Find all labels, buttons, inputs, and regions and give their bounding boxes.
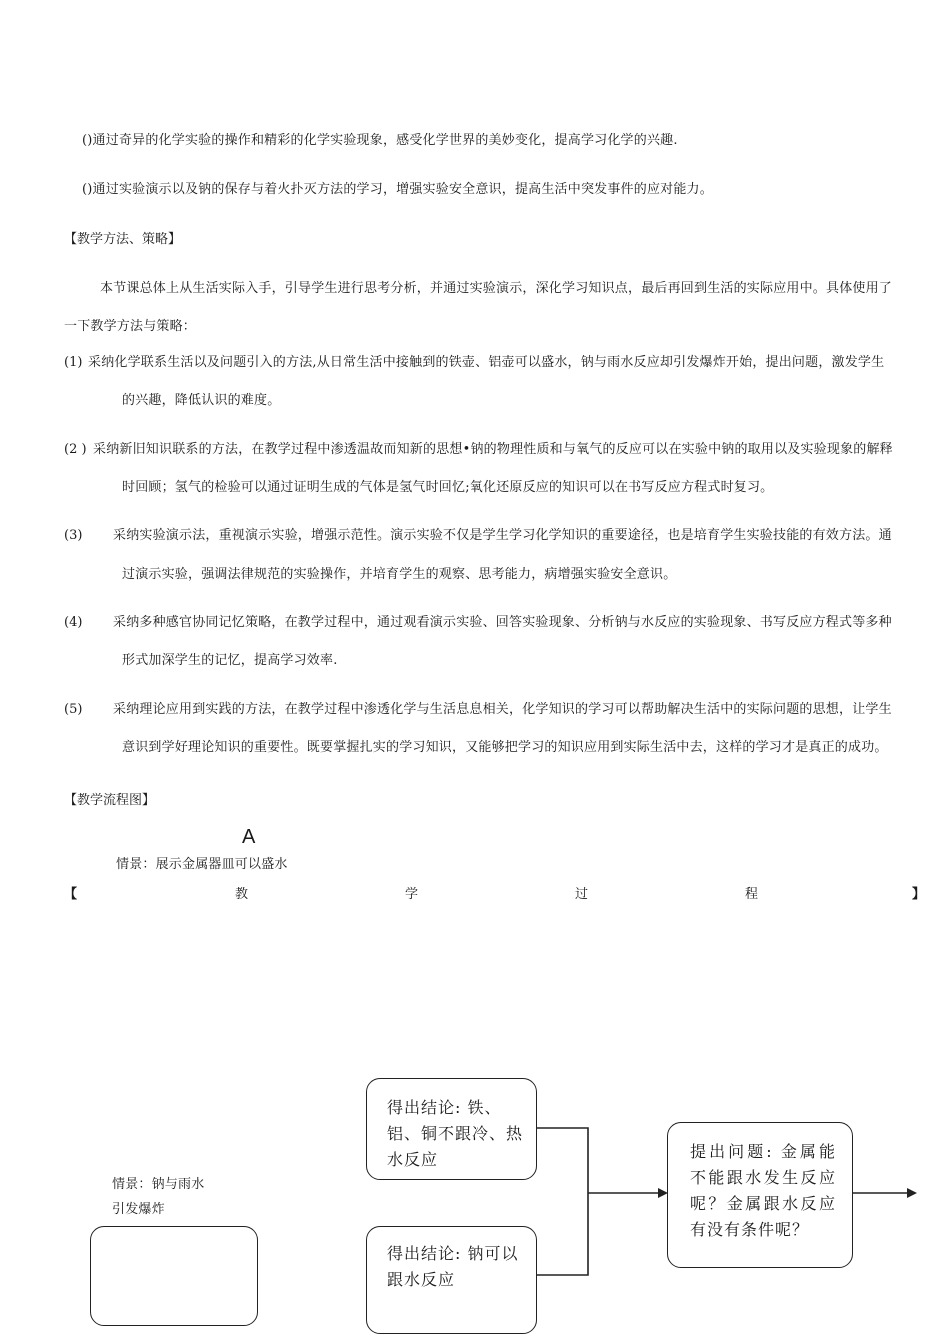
method-5-number: (5)	[64, 702, 83, 717]
scene-2-line1: 情景：钠与雨水	[112, 1177, 205, 1192]
flow-marker: A	[242, 826, 256, 848]
conclusion-1-box	[366, 1078, 537, 1180]
method-5-line2: 意识到学好理论知识的重要性。既要掌握扎实的学习知识，又能够把学习的知识应用到实际生活中去，这样的学习才是真正的成功。	[122, 740, 888, 755]
goal-2: ()通过实验演示以及钠的保存与着火扑灭方法的学习，增强实验安全意识，提高生活中突发事件的应对能力。	[82, 182, 713, 197]
method-1-number: (1)	[64, 355, 83, 370]
method-3-line2: 过演示实验，强调法律规范的实验操作，并培育学生的观察、思考能力，病增强实验安全意识。	[122, 567, 677, 582]
method-2-line2: 时回顾；氢气的检验可以通过证明生成的气体是氢气时回忆;氧化还原反应的知识可以在书写反应方程式时复习。	[122, 480, 774, 495]
goal-1: ()通过奇异的化学实验的操作和精彩的化学实验现象，感受化学世界的美妙变化，提高学习化学的兴趣.	[82, 133, 678, 148]
method-4-line1: 采纳多种感官协同记忆策略，在教学过程中，通过观看演示实验、回答实验现象、分析钠与水反应的实验现象、书写反应方程式等多种	[113, 615, 892, 630]
process-char-1: 教	[235, 887, 249, 902]
process-char-2: 学	[405, 887, 419, 902]
method-4-line2: 形式加深学生的记忆，提高学习效率.	[122, 653, 338, 668]
process-char-3: 过	[575, 887, 589, 902]
scene-2-line2: 引发爆炸	[112, 1202, 165, 1217]
question-text: 提出问题: 金属能不能跟水发生反应呢？金属跟水反应有没有条件呢？	[690, 1142, 836, 1239]
process-char-4: 程	[745, 887, 759, 902]
method-3-number: (3)	[64, 528, 83, 543]
process-bracket-close: 】	[912, 887, 926, 902]
flow-heading: 【教学流程图】	[64, 793, 156, 808]
method-1-line2: 的兴趣，降低认识的难度。	[122, 393, 281, 408]
question-box	[667, 1122, 853, 1268]
method-2-number: (2 )	[64, 442, 87, 457]
arrow-next-icon	[907, 1188, 917, 1198]
method-3-line1: 采纳实验演示法，重视演示实验，增强示范性。演示实验不仅是学生学习化学知识的重要途径，也是培育学生实验技能的有效方法。通	[113, 528, 892, 543]
process-bracket-open: 【	[64, 887, 78, 902]
method-5-line1: 采纳理论应用到实践的方法，在教学过程中渗透化学与生活息息相关，化学知识的学习可以帮助解决生活中的实际问题的思想，让学生	[113, 702, 892, 717]
method-1-line1: 采纳化学联系生活以及问题引入的方法,从日常生活中接触到的铁壶、铝壶可以盛水，钠与雨水反应却引发爆炸开始，提出问题，激发学生	[88, 355, 885, 370]
conclusion-2-box	[366, 1226, 537, 1334]
methods-intro-line1: 本节课总体上从生活实际入手，引导学生进行思考分析，并通过实验演示，深化学习知识点，最后再回到生活的实际应用中。具体使用了	[100, 281, 893, 296]
scene-2-box	[90, 1226, 258, 1326]
methods-heading: 【教学方法、策略】	[64, 232, 182, 247]
scene-1-text: 情景：展示金属器皿可以盛水	[116, 857, 288, 872]
conclusion-2-text: 得出结论: 钠可以跟水反应	[387, 1244, 519, 1289]
methods-intro-line2: 一下教学方法与策略：	[64, 319, 197, 334]
conclusion-1-text: 得出结论: 铁、铝、铜不跟冷、热水反应	[387, 1098, 524, 1169]
method-4-number: (4)	[64, 615, 83, 630]
method-2-line1: 采纳新旧知识联系的方法，在教学过程中渗透温故而知新的思想•钠的物理性质和与氧气的反应可以在实验中钠的取用以及实验现象的解释	[93, 442, 893, 457]
